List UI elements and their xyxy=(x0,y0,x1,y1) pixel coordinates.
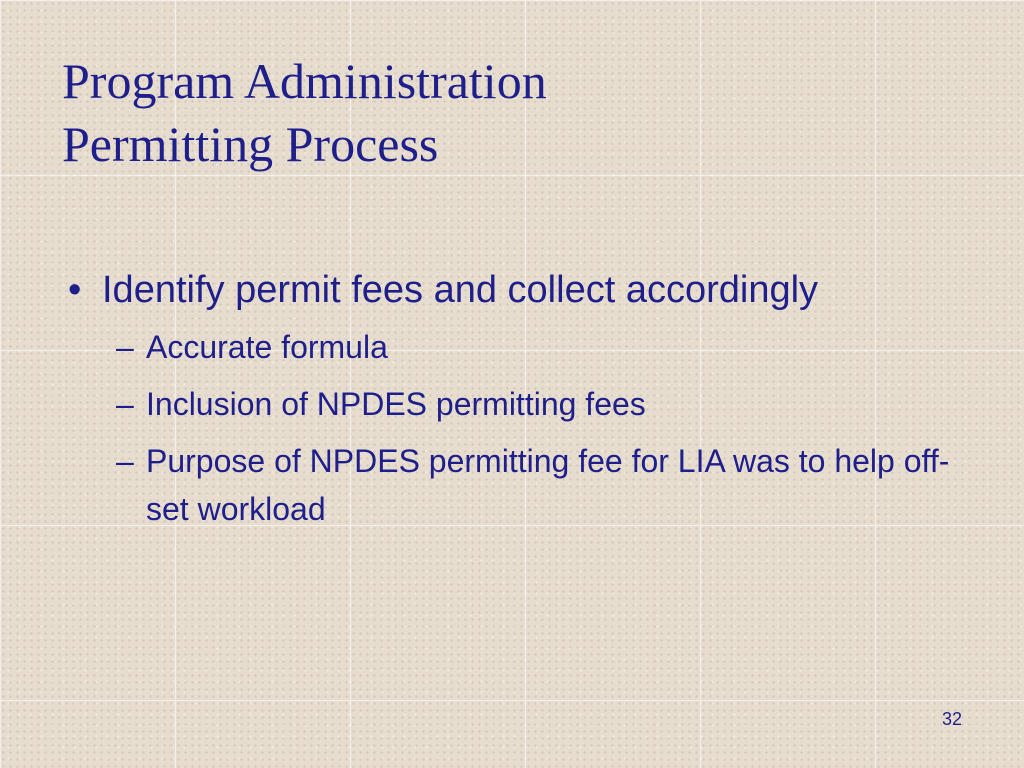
sub-bullet-text: Purpose of NPDES permitting fee for LIA was to help off-set workload xyxy=(146,443,950,527)
page-number: 32 xyxy=(941,709,962,729)
sub-bullet-item xyxy=(116,380,962,428)
sub-bullet-marker: – xyxy=(116,386,134,422)
bullet-item xyxy=(62,265,962,315)
bullet-text: Identify permit fees and collect accordingly xyxy=(102,269,819,311)
sub-bullet-text: Inclusion of NPDES permitting fees xyxy=(146,386,646,422)
sub-bullet-text: Accurate formula xyxy=(146,329,388,365)
sub-bullet-marker: – xyxy=(116,443,134,479)
bullet-marker: • xyxy=(68,269,82,311)
slide-title xyxy=(62,50,962,176)
sub-bullet-item xyxy=(116,437,962,533)
slide-content xyxy=(62,265,962,542)
sub-bullet-item xyxy=(116,323,962,371)
sub-bullet-marker: – xyxy=(116,329,134,365)
title-line-2: Permitting Process xyxy=(62,116,439,172)
title-line-1: Program Administration xyxy=(62,53,547,109)
